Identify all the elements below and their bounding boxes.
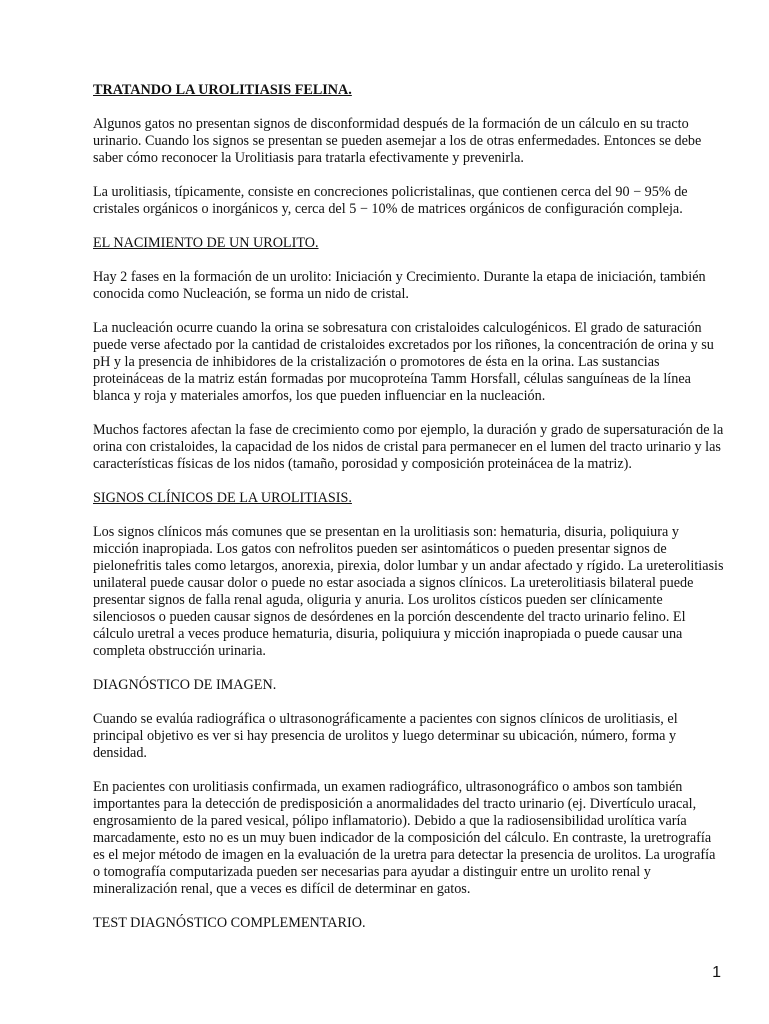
paragraph-nucleation: La nucleación ocurre cuando la orina se sobresatura con cristaloides calculogénicos. El grado de saturación puede verse afectado por la cantidad de cristaloides excretados por los riñones, la concentración de orina y su pH y la presencia de inhibidores de la cristalización o promotores de ésta en la orina. Las sustancias proteináceas de la matriz están formadas por mucoproteína Tamm Horsfall, células sanguíneas de la línea blanca y roja y materiales amorfos, los que pueden influenciar en la nucleación. [93, 320, 714, 404]
paragraph-growth: Muchos factores afectan la fase de crecimiento como por ejemplo, la duración y grado de supersaturación de la orina con cristaloides, la capacidad de los nidos de cristal para permanecer en el lumen del tracto urinario y las características físicas de los nidos (tamaño, porosidad y composición proteinácea de la matriz). [93, 422, 724, 472]
section-heading-clinical-signs: SIGNOS CLÍNICOS DE LA UROLITIASIS. [93, 490, 352, 506]
page-number: 1 [712, 964, 721, 981]
paragraph-clinical-signs: Los signos clínicos más comunes que se presentan en la urolitiasis son: hematuria, disuria, poliquiura y micción inapropiada. Los gatos con nefrolitos pueden ser asintomáticos o pueden presentar signos de pielonefritis tales como letargos, anorexia, pirexia, dolor lumbar y un andar afectado y rígido. La ureterolitiasis unilateral puede causar dolor o puede no estar asociada a signos clínicos. La ureterolitiasis bilateral puede presentar signos de falla renal aguda, oliguria y anuria. Los urolitos císticos pueden ser clínicamente silenciosos o pueden causar signos de desórdenes en la porción descendente del tracto urinario felino. El cálculo uretral a veces produce hematuria, disuria, poliquiura y micción inapropiada o puede causar una completa obstrucción urinaria. [93, 524, 724, 659]
document-page [93, 82, 725, 949]
intro-paragraph-2: La urolitiasis, típicamente, consiste en concreciones policristalinas, que contienen cerca del 90 − 95% de cristales orgánicos o inorgánicos y, cerca del 5 − 10% de matrices orgánicos de configuración compleja. [93, 184, 688, 217]
section-heading-complementary-test: TEST DIAGNÓSTICO COMPLEMENTARIO. [93, 915, 366, 931]
section-heading-birth-of-urolith: EL NACIMIENTO DE UN UROLITO. [93, 235, 319, 251]
paragraph-imaging-objective: Cuando se evalúa radiográfica o ultrasonográficamente a pacientes con signos clínicos de urolitiasis, el principal objetivo es ver si hay presencia de urolitos y luego determinar su ubicación, número, forma y densidad. [93, 711, 678, 761]
document-title: TRATANDO LA UROLITIASIS FELINA. [93, 82, 352, 98]
paragraph-imaging-methods: En pacientes con urolitiasis confirmada, un examen radiográfico, ultrasonográfico o ambos son también importantes para la detección de predisposición a anormalidades del tracto urinario (ej. Divertículo uracal, engrosamiento de la pared vesical, pólipo inflamatorio). Debido a que la radiosensibilidad urolítica varía marcadamente, esto no es un muy buen indicador de la composición del cálculo. En contraste, la uretrografía es el mejor método de imagen en la evaluación de la uretra para detectar la presencia de urolitos. La urografía o tomografía computarizada pueden ser necesarias para ayudar a distinguir entre un urolito renal y mineralización renal, que a veces es difícil de determinar en gatos. [93, 779, 716, 897]
section-heading-imaging-diagnosis: DIAGNÓSTICO DE IMAGEN. [93, 677, 277, 693]
intro-paragraph-1: Algunos gatos no presentan signos de disconformidad después de la formación de un cálculo en su tracto urinario. Cuando los signos se presentan se pueden asemejar a los de otras enfermedades. Entonces se debe saber cómo reconocer la Urolitiasis para tratarla efectivamente y prevenirla. [93, 116, 702, 166]
paragraph-phases: Hay 2 fases en la formación de un urolito: Iniciación y Crecimiento. Durante la etapa de iniciación, también conocida como Nucleación, se forma un nido de cristal. [93, 269, 706, 302]
